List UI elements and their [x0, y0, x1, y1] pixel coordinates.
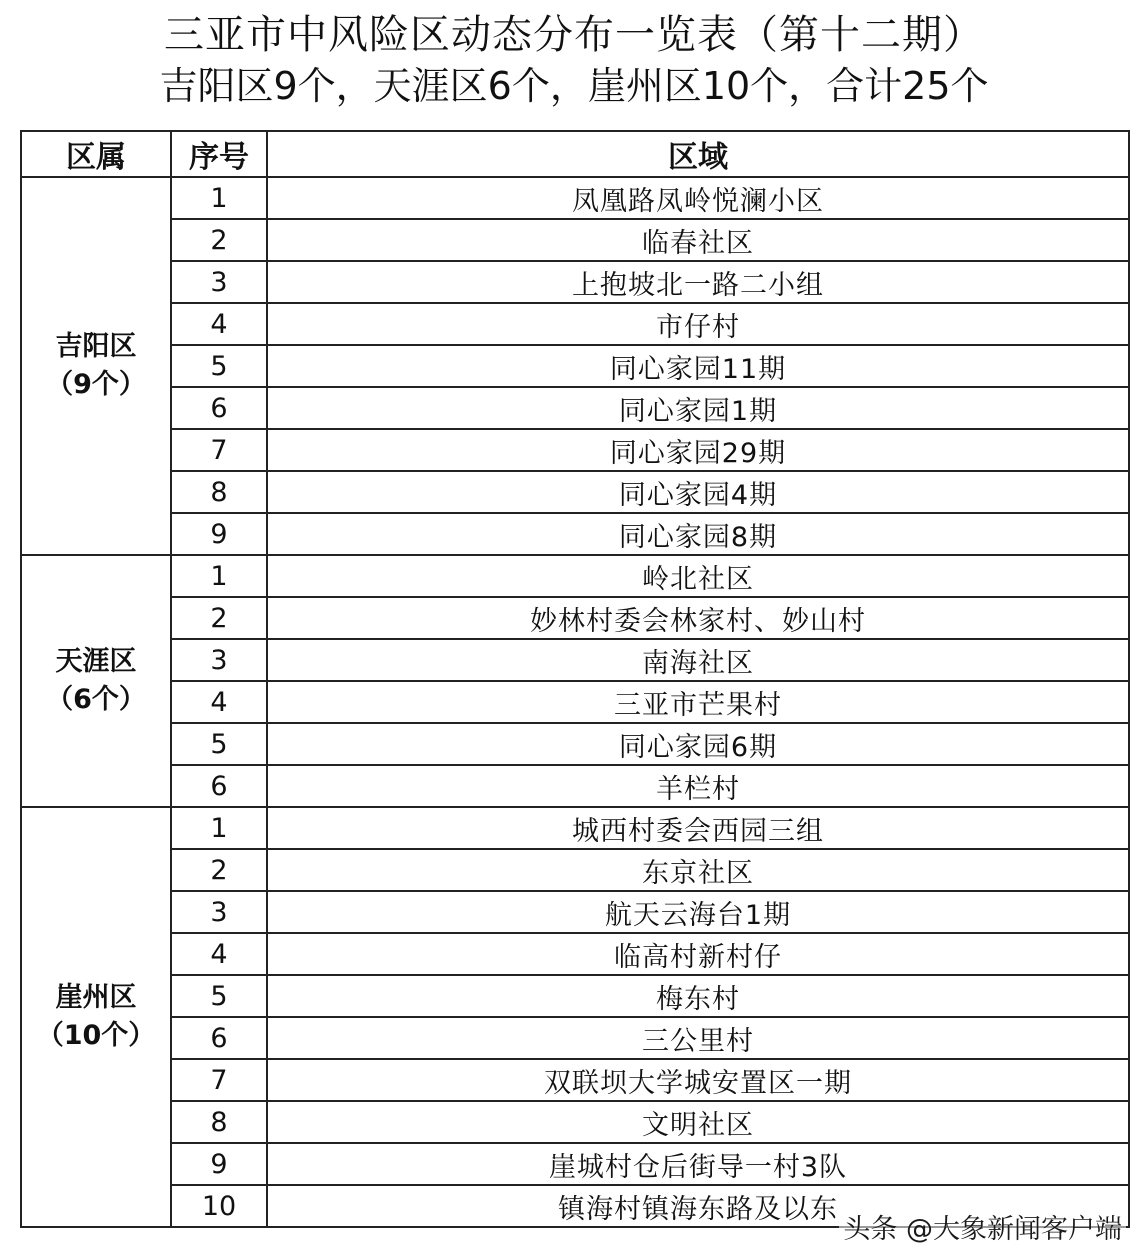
seq-cell: 6	[171, 765, 267, 807]
area-cell: 梅东村	[267, 975, 1129, 1017]
district-count: （6个）	[46, 684, 146, 715]
district-name: 崖州区	[55, 982, 137, 1013]
area-cell: 双联坝大学城安置区一期	[267, 1059, 1129, 1101]
seq-cell: 5	[171, 723, 267, 765]
risk-area-table	[20, 130, 1130, 1228]
table-row	[21, 681, 1129, 723]
table-row	[21, 429, 1129, 471]
area-cell: 镇海村镇海东路及以东	[267, 1185, 1129, 1227]
table-row	[21, 765, 1129, 807]
seq-cell: 6	[171, 387, 267, 429]
seq-cell: 8	[171, 1101, 267, 1143]
area-cell: 崖城村仓后街导一村3队	[267, 1143, 1129, 1185]
district-name: 天涯区	[55, 646, 137, 677]
table-row	[21, 1017, 1129, 1059]
seq-cell: 9	[171, 513, 267, 555]
area-cell: 三亚市芒果村	[267, 681, 1129, 723]
seq-cell: 4	[171, 933, 267, 975]
table-row	[21, 345, 1129, 387]
seq-cell: 1	[171, 807, 267, 849]
seq-cell: 2	[171, 849, 267, 891]
header-seq: 序号	[171, 131, 267, 177]
seq-cell: 5	[171, 975, 267, 1017]
table-row	[21, 513, 1129, 555]
area-cell: 临高村新村仔	[267, 933, 1129, 975]
area-cell: 同心家园1期	[267, 387, 1129, 429]
area-cell: 文明社区	[267, 1101, 1129, 1143]
table-row	[21, 555, 1129, 597]
seq-cell: 5	[171, 345, 267, 387]
area-cell: 同心家园29期	[267, 429, 1129, 471]
seq-cell: 1	[171, 177, 267, 219]
area-cell: 临春社区	[267, 219, 1129, 261]
table-row	[21, 303, 1129, 345]
area-cell: 同心家园6期	[267, 723, 1129, 765]
table-row	[21, 471, 1129, 513]
table-row	[21, 1101, 1129, 1143]
table-row	[21, 933, 1129, 975]
table-row	[21, 219, 1129, 261]
table-row	[21, 387, 1129, 429]
table-row	[21, 723, 1129, 765]
area-cell: 三公里村	[267, 1017, 1129, 1059]
table-row	[21, 1059, 1129, 1101]
table-row	[21, 975, 1129, 1017]
area-cell: 妙林村委会林家村、妙山村	[267, 597, 1129, 639]
area-cell: 同心家园8期	[267, 513, 1129, 555]
header-area: 区域	[267, 131, 1129, 177]
table-row	[21, 807, 1129, 849]
seq-cell: 3	[171, 639, 267, 681]
district-cell	[21, 177, 171, 555]
table-row	[21, 597, 1129, 639]
watermark: 头条 @大象新闻客户端	[839, 1207, 1126, 1246]
page-title: 三亚市中风险区动态分布一览表（第十二期）	[164, 12, 984, 58]
seq-cell: 4	[171, 303, 267, 345]
seq-cell: 9	[171, 1143, 267, 1185]
table-body	[21, 177, 1129, 1227]
table-row	[21, 261, 1129, 303]
area-cell: 市仔村	[267, 303, 1129, 345]
area-cell: 上抱坡北一路二小组	[267, 261, 1129, 303]
area-cell: 航天云海台1期	[267, 891, 1129, 933]
seq-cell: 1	[171, 555, 267, 597]
seq-cell: 2	[171, 597, 267, 639]
area-cell: 城西村委会西园三组	[267, 807, 1129, 849]
seq-cell: 3	[171, 891, 267, 933]
district-count: （9个）	[46, 369, 146, 400]
seq-cell: 10	[171, 1185, 267, 1227]
area-cell: 东京社区	[267, 849, 1129, 891]
table-row	[21, 891, 1129, 933]
seq-cell: 6	[171, 1017, 267, 1059]
district-cell	[21, 807, 171, 1227]
area-cell: 同心家园11期	[267, 345, 1129, 387]
area-cell: 岭北社区	[267, 555, 1129, 597]
area-cell: 凤凰路凤岭悦澜小区	[267, 177, 1129, 219]
seq-cell: 7	[171, 429, 267, 471]
district-count: （10个）	[36, 1020, 156, 1051]
seq-cell: 2	[171, 219, 267, 261]
seq-cell: 7	[171, 1059, 267, 1101]
table-row	[21, 1143, 1129, 1185]
district-name: 吉阳区	[55, 331, 137, 362]
table-row	[21, 177, 1129, 219]
header-district: 区属	[21, 131, 171, 177]
seq-cell: 4	[171, 681, 267, 723]
seq-cell: 3	[171, 261, 267, 303]
district-cell	[21, 555, 171, 807]
table-header-row	[21, 131, 1129, 177]
page-subtitle: 吉阳区9个，天涯区6个，崖州区10个，合计25个	[159, 64, 989, 108]
seq-cell: 8	[171, 471, 267, 513]
area-cell: 羊栏村	[267, 765, 1129, 807]
area-cell: 同心家园4期	[267, 471, 1129, 513]
table-row	[21, 639, 1129, 681]
area-cell: 南海社区	[267, 639, 1129, 681]
table-row	[21, 849, 1129, 891]
